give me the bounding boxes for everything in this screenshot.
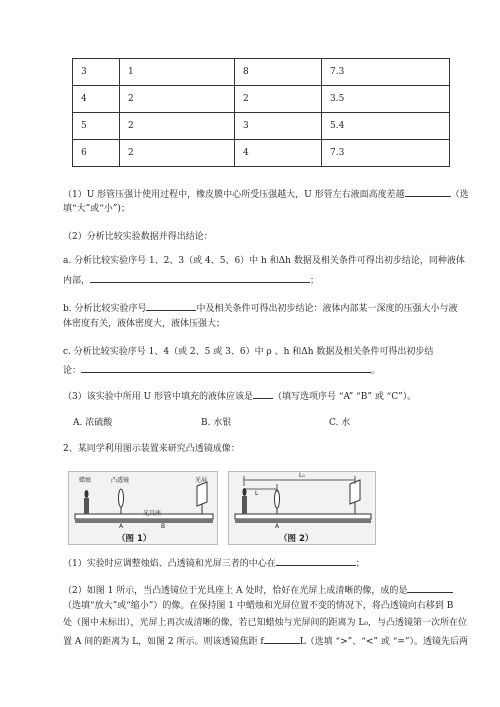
p2-q2-text-5: L（选填 “>”、“<” 或 “=”）。透镜先后两 [299, 637, 468, 647]
bench-base-2 [235, 519, 371, 523]
table-cell: 3 [73, 59, 120, 86]
q1-line-2 [63, 203, 475, 215]
p2-q2-line-4 [63, 634, 475, 648]
table-cell: 5 [73, 113, 120, 140]
table-cell: 8 [235, 59, 322, 86]
q3-answer-blank[interactable] [253, 389, 273, 399]
label-l0: L₀ [299, 472, 305, 479]
q1-line-1 [63, 187, 475, 201]
q2c-line-1: c. 分析比较实验序号 1、4（或 2、5 或 3、6）中 ρ 、h 和Δh 数据及相关条件可得出初步结 [63, 347, 434, 357]
q3-option-b[interactable]: B. 水银 [201, 418, 232, 428]
label-l: L [255, 490, 259, 497]
q3-option-c[interactable]: C. 水 [329, 418, 351, 428]
q2b-text-2: 中及相关条件可得出初步结论：液体内部某一深度的压强大小与液 [196, 304, 458, 314]
q2c-end: 。 [371, 366, 381, 376]
label-bench: 光具座 [143, 510, 162, 517]
table-cell: 2 [120, 86, 235, 113]
q2b-line-2: 体密度有关，液体密度大，液体压强大； [63, 319, 226, 329]
label-candle: 蜡烛 [79, 477, 92, 484]
q2b-line-1 [63, 301, 475, 315]
table-cell: 1 [120, 59, 235, 86]
screen [197, 482, 207, 506]
q2a-answer-blank[interactable] [90, 273, 310, 283]
table-cell: 4 [73, 86, 120, 113]
table-cell: 3 [235, 113, 322, 140]
candle [84, 498, 89, 514]
label-screen: 光屏 [195, 477, 208, 484]
table-cell: 6 [73, 140, 120, 167]
q2c-answer-blank[interactable] [81, 363, 371, 373]
figure-1-caption: （图 1） [117, 534, 152, 544]
p2-q2-line-1 [63, 583, 475, 597]
p2-q2-line-3: 处（图中未标出），光屏上再次成清晰的像，若已知蜡烛与光屏间的距离为 L₀，与凸透镜第一次所在位 [63, 618, 467, 628]
q3-text-2: （填写选项序号 “A” “B” 或 “C”）。 [273, 392, 417, 402]
figure-1 [68, 471, 218, 545]
q1-text: （1）U 形管压强计使用过程中，橡皮膜中心所受压强越大，U 形管左右液面高度差越 [63, 190, 405, 200]
p2-q2-answer-blank-1[interactable] [407, 583, 453, 593]
table-cell: 2 [120, 140, 235, 167]
figure-2 [228, 471, 376, 545]
q2c-text: 论： [63, 366, 82, 376]
q2b-text: b. 分析比较实验序号 [63, 304, 147, 314]
table-row [73, 140, 450, 167]
convex-lens [119, 489, 124, 507]
table-row [73, 59, 450, 86]
problem-2-title: 2、某同学利用图示装置来研究凸透镜成像： [63, 444, 240, 454]
table-cell: 7.3 [322, 59, 450, 86]
q2-intro: （2）分析比较实验数据并得出结论： [63, 232, 213, 242]
candle-flame [85, 490, 89, 498]
p2-q2-text-1: （2）如图 1 所示，当凸透镜位于光具座上 A 处时，恰好在光屏上成清晰的像，成的是 [63, 586, 408, 596]
p2-q1-text: （1）实验时应调整烛焰、凸透镜和光屏三者的中心在 [63, 559, 276, 569]
label-lens: 凸透镜 [111, 477, 130, 484]
label-a: A [119, 523, 124, 530]
q2c-line-2 [63, 363, 475, 377]
q2a-line-2 [63, 273, 475, 287]
q3-option-a[interactable]: A. 浓硫酸 [73, 418, 113, 428]
table-cell: 5.4 [322, 113, 450, 140]
candle-2 [242, 496, 247, 514]
bench-base [75, 519, 213, 523]
table-cell: 2 [120, 113, 235, 140]
q2a-line-1: a. 分析比较实验序号 1、2、3（或 4、5、6）中 h 和Δh 数据及相关条件可得出初步结论，同种液体 [63, 256, 465, 266]
table-row [73, 86, 450, 113]
p2-q1-answer-blank[interactable] [276, 556, 356, 566]
p2-q2-text-4: 置 A 间的距离为 L，如图 2 所示。则该透镜焦距 f [63, 637, 264, 647]
q2b-answer-blank[interactable] [146, 301, 196, 311]
table-row [73, 113, 450, 140]
q3-text: （3）该实验中所用 U 形管中填充的液体应该是 [63, 392, 254, 402]
p2-q1-end: ； [355, 559, 365, 569]
q3-line [63, 389, 475, 403]
p2-q2-line-2: （选填“放大”或“缩小”）的像。在保持图 1 中蜡烛和光屏位置不变的情况下，将凸透镜向右移到 B [63, 601, 454, 611]
optical-bench-2 [235, 514, 371, 519]
label-b: B [161, 523, 166, 530]
q2a-end: ； [310, 276, 320, 286]
table-cell: 2 [235, 86, 322, 113]
q2a-text: 内部， [63, 276, 91, 286]
p2-q1-line [63, 556, 475, 570]
q1-text-2: （选 [450, 190, 469, 200]
table-cell: 4 [235, 140, 322, 167]
q1-answer-blank[interactable] [405, 187, 451, 197]
table-cell: 3.5 [322, 86, 450, 113]
convex-lens-2 [275, 490, 280, 508]
label-a-2: A [275, 523, 280, 530]
p2-q2-answer-blank-2[interactable] [264, 634, 300, 644]
figure-2-caption: （图 2） [279, 534, 314, 544]
data-table [72, 58, 450, 167]
q1-text-3: 填“大”或“小”)； [63, 204, 130, 214]
table-cell: 7.3 [322, 140, 450, 167]
